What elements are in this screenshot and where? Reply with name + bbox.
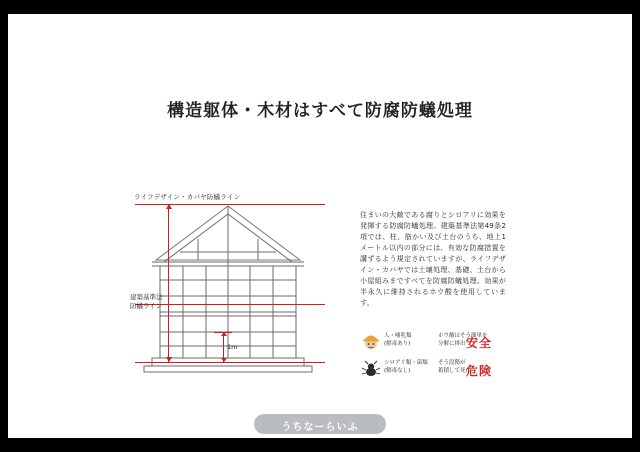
label-building-code-line <box>130 293 163 311</box>
page-title: 構造躯体・木材はすべて防腐防蟻処理 <box>167 101 473 121</box>
comparison-label-termite: シロアリ類・菌類 (解毒なし) <box>384 360 428 374</box>
ground-line <box>135 362 325 363</box>
label-building-code-line1: 建築基準法 <box>130 293 163 301</box>
termite-icon <box>360 357 382 379</box>
comparison-desc-human: ホウ酸はそう簡単を 分解に排出 <box>438 333 488 347</box>
verdict-danger: 危険 <box>466 364 493 378</box>
kabaya-termite-line <box>135 204 325 205</box>
dimension-line-vertical <box>168 204 169 362</box>
building-code-termite-line <box>135 304 325 305</box>
label-kabaya-line: ライフデザイン・カバヤ防蟻ライン <box>134 193 241 201</box>
helmet-worker-icon <box>360 330 382 352</box>
description-text: 住まいの大敵である腐りとシロアリに効果を発揮する防腐防蟻処理。建築基準法第49条2項では、柱、筋かい及び土台のうち、地上1メートル以内の部分には、有効な防腐措置を講ずるよう規定されていますが、ライフデザイン・カバヤでは土壌処理、基礎、土台から小屋組みまですべてを防腐防蟻処理。効果が半永久に維持されるホウ酸を使用しています。 <box>360 211 506 307</box>
logo-badge <box>254 414 386 434</box>
slide-canvas <box>8 14 632 438</box>
comparison-desc-termite: そう段階が 蓄積して死亡 <box>438 360 472 374</box>
arrow-down-small-icon <box>221 358 227 362</box>
label-building-code-line2: 防蟻ライン <box>130 302 163 310</box>
arrow-up-small-icon <box>221 332 227 336</box>
arrow-down-icon <box>166 357 172 362</box>
comparison-label-human: 人・哺乳類 (解毒あり) <box>384 333 412 347</box>
logo-text: うちなーらいふ <box>281 422 359 433</box>
label-one-meter: 1m <box>227 343 238 351</box>
verdict-safe: 安全 <box>466 336 493 350</box>
arrow-up-icon <box>166 204 172 209</box>
house-diagram <box>128 184 328 384</box>
